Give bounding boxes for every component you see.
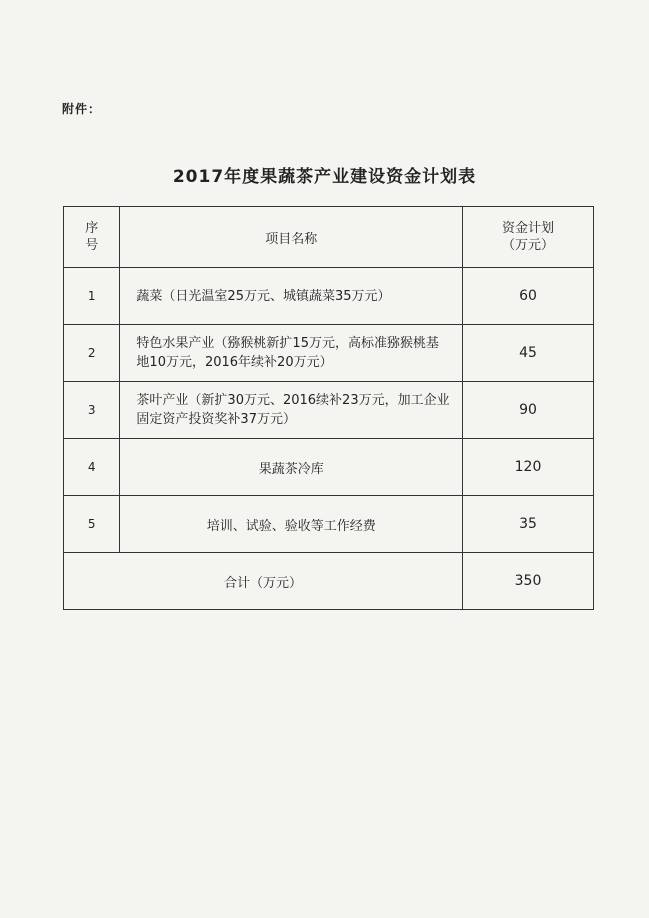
table-total-row (64, 553, 594, 610)
row-name (120, 268, 463, 325)
row-budget: 90 (463, 382, 594, 439)
row-budget: 35 (463, 496, 594, 553)
row-name-text: 茶叶产业（新扩30万元、2016续补23万元，加工企业固定资产投资奖补37万元） (136, 393, 450, 427)
row-name-text: 特色水果产业（猕猴桃新扩15万元，高标准猕猴桃基地10万元，2016年续补20万元） (136, 336, 439, 370)
total-label: 合计（万元） (64, 553, 463, 610)
budget-table (63, 206, 594, 610)
header-name: 项目名称 (120, 207, 463, 268)
row-name: 培训、试验、验收等工作经费 (120, 496, 463, 553)
row-budget: 60 (463, 268, 594, 325)
row-index: 4 (64, 439, 120, 496)
header-index (64, 207, 120, 268)
table-row (64, 439, 594, 496)
header-index-line2: 号 (85, 238, 99, 253)
row-index: 1 (64, 268, 120, 325)
total-budget: 350 (463, 553, 594, 610)
row-name (120, 325, 463, 382)
table-row (64, 268, 594, 325)
header-index-line1: 序 (85, 221, 99, 236)
attachment-label: 附件： (62, 102, 102, 116)
header-budget-line1: 资金计划 (501, 221, 554, 236)
row-budget: 120 (463, 439, 594, 496)
row-index: 5 (64, 496, 120, 553)
row-name (120, 382, 463, 439)
table-row (64, 496, 594, 553)
row-index: 2 (64, 325, 120, 382)
row-budget: 45 (463, 325, 594, 382)
header-budget (463, 207, 594, 268)
table-row (64, 325, 594, 382)
row-name: 果蔬茶冷库 (120, 439, 463, 496)
table-header-row (64, 207, 594, 268)
row-name-text: 蔬菜（日光温室25万元、城镇蔬菜35万元） (136, 288, 391, 304)
header-budget-line2: （万元） (501, 238, 554, 253)
table-row (64, 382, 594, 439)
row-index: 3 (64, 382, 120, 439)
document-title: 2017年度果蔬茶产业建设资金计划表 (172, 167, 477, 187)
